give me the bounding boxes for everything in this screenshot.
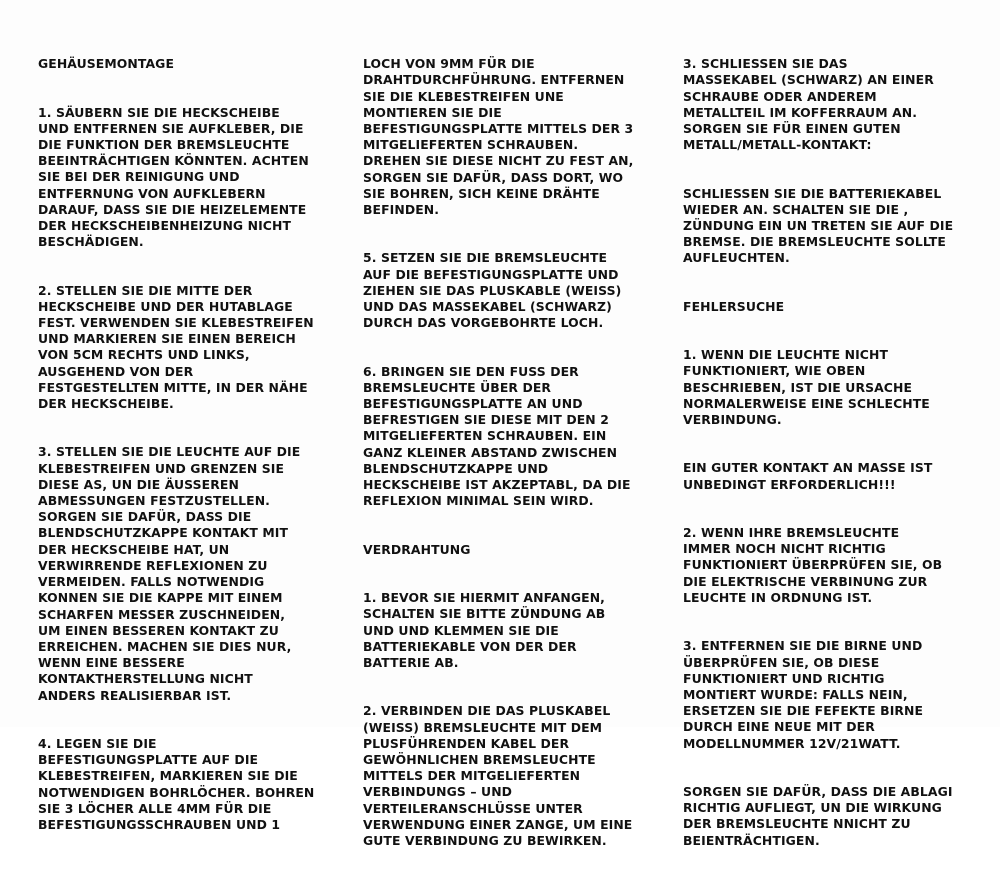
step-paragraph: 5. SETZEN SIE DIE BREMSLEUCHTE AUF DIE BEFESTIGUNGSPLATTE UND ZIEHEN SIE DAS PLUSKABLE (WEISS) UND DAS MASSEKABEL (SCHWARZ) DURCH DAS VORGEBOHRTE LOCH. [363, 250, 622, 331]
step-paragraph: SCHLIESSEN SIE DIE BATTERIEKABEL WIEDER AN. SCHALTEN SIE DIE , ZÜNDUNG EIN UN TRETEN SIE AUF DIE BREMSE. DIE BREMSLEUCHTE SOLLTE AUFLEUCHTEN. [683, 185, 954, 266]
step-paragraph: 2. WENN IHRE BREMSLEUCHTE IMMER NOCH NICHT RICHTIG FUNKTIONIERT ÜBERPRÜFEN SIE, OB DIE ELEKTRISCHE VERBINUNG ZUR LEUCHTE IN ORDNUNG IST. [683, 525, 943, 605]
step-paragraph: 3. SCHLIESSEN SIE DAS MASSEKABEL (SCHWARZ) AN EINER SCHRAUBE ODER ANDEREM METALLTEIL IM KOFFERRAUM AN. SORGEN SIE FÜR EINEN GUTEN METALL/METALL-KONTAKT: [683, 56, 934, 153]
section-heading-verdrahtung: VERDRAHTUNG [363, 541, 471, 557]
step-paragraph: 2. STELLEN SIE DIE MITTE DER HECKSCHEIBE UND DER HUTABLAGE FEST. VERWENDEN SIE KLEBESTREIFEN UND MARKIEREN SIE EINEN BEREICH VON 5CM RECHTS UND LINKS, AUSGEHEND VON DER FESTGESTELLTEN MITTE, IN DER NÄHE DER HECKSCHEIBE. [38, 282, 314, 412]
step-paragraph: 3. ENTFERNEN SIE DIE BIRNE UND ÜBERPRÜFEN SIE, OB DIESE FUNKTIONIERT UND RICHTIG MONTIERT WURDE: FALLS NEIN, ERSETZEN SIE DIE FEFEKTE BIRNE DURCH EINE NEUE MIT DER MODELLNUMMER 12V/21WATT. [683, 638, 924, 751]
section-heading-gehaeusemontage: GEHÄUSEMONTAGE [38, 56, 175, 72]
step-paragraph: 1. BEVOR SIE HIERMIT ANFANGEN, SCHALTEN SIE BITTE ZÜNDUNG AB UND UND KLEMMEN SIE DIE BATTERIEKABLE VON DER DER BATTERIE AB. [363, 590, 606, 670]
column-1 [38, 40, 328, 865]
section-heading-fehlersuche: FEHLERSUCHE [683, 298, 785, 314]
note-paragraph: SORGEN SIE DAFÜR, DASS DIE ABLAGI RICHTIG AUFLIEGT, UN DIE WIRKUNG DER BREMSLEUCHTE NNICHT ZU BEIENTRÄCHTIGEN. [683, 783, 953, 848]
step-paragraph: 1. SÄUBERN SIE DIE HECKSCHEIBE UND ENTFERNEN SIE AUFKLEBER, DIE DIE FUNKTION DER BREMSLEUCHTE BEEINTRÄCHTIGEN KÖNNTEN. ACHTEN SIE BEI DER REINIGUNG UND ENTFERNUNG VON AUFKLEBERN DARAUF, DASS SIE DIE HEIZELEMENTE DER HECKSCHEIBENHEIZUNG NICHT BESCHÄDIGEN. [38, 104, 309, 250]
note-paragraph: EIN GUTER KONTAKT AN MASSE IST UNBEDINGT ERFORDERLICH!!! [683, 460, 933, 492]
step-paragraph: 2. VERBINDEN DIE DAS PLUSKABEL (WEISS) BREMSLEUCHTE MIT DEM PLUSFÜHRENDEN KABEL DER GEWÖHNLICHEN BREMSLEUCHTE MITTELS DER MITGELIEFERTEN VERBINDUNGS – UND VERTEILERANSCHLÜSSE UNTER VERWENDUNG EINER ZANGE, UM EINE GUTE VERBINDUNG ZU BEWIRKEN. [363, 703, 633, 848]
step-paragraph: 4. LEGEN SIE DIE BEFESTIGUNGSPLATTE AUF DIE KLEBESTREIFEN, MARKIEREN SIE DIE NOTWENDIGEN BOHRLÖCHER. BOHREN SIE 3 LÖCHER ALLE 4MM FÜR DIE BEFESTIGUNGSSCHRAUBEN UND 1 [38, 735, 315, 832]
step-paragraph: LOCH VON 9MM FÜR DIE DRAHTDURCHFÜHRUNG. ENTFERNEN SIE DIE KLEBESTREIFEN UNE MONTIEREN SIE DIE BEFESTIGUNGSPLATTE MITTELS DER 3 MITGELIEFERTEN SCHRAUBEN. DREHEN SIE DIESE NICHT ZU FEST AN, SORGEN SIE DAFÜR, DASS DORT, WO SIE BOHREN, SICH KEINE DRÄHTE BEFINDEN. [363, 56, 634, 218]
column-2 [363, 40, 663, 881]
step-paragraph: 1. WENN DIE LEUCHTE NICHT FUNKTIONIERT, WIE OBEN BESCHRIEBEN, IST DIE URSACHE NORMALERWEISE EINE SCHLECHTE VERBINDUNG. [683, 347, 930, 428]
column-3 [683, 40, 983, 881]
step-paragraph: 6. BRINGEN SIE DEN FUSS DER BREMSLEUCHTE ÜBER DER BEFESTIGUNGSPLATTE AN UND BEFRESTIGEN SIE DIESE MIT DEN 2 MITGELIEFERTEN SCHRAUBEN. EIN GANZ KLEINER ABSTAND ZWISCHEN BLENDSCHUTZKAPPE UND HECKSCHEIBE IST AKZEPTABL, DA DIE REFLEXION MINIMAL SEIN WIRD. [363, 363, 631, 509]
step-paragraph: 3. STELLEN SIE DIE LEUCHTE AUF DIE KLEBESTREIFEN UND GRENZEN SIE DIESE AS, UN DIE ÄUSSEREN ABMESSUNGEN FESTZUSTELLEN. SORGEN SIE DAFÜR, DASS DIE BLENDSCHUTZKAPPE KONTAKT MIT DER HECKSCHEIBE HAT, UN VERWIRRENDE REFLEXIONEN ZU VERMEIDEN. FALLS NOTWENDIG KONNEN SIE DIE KAPPE MIT EINEM SCHARFEN MESSER ZUSCHNEIDEN, UM EINEN BESSEREN KONTAKT ZU ERREICHEN. MACHEN SIE DIES NUR, WENN EINE BESSERE KONTAKTHERSTELLUNG NICHT ANDERS REALISIERBAR IST. [38, 444, 301, 703]
